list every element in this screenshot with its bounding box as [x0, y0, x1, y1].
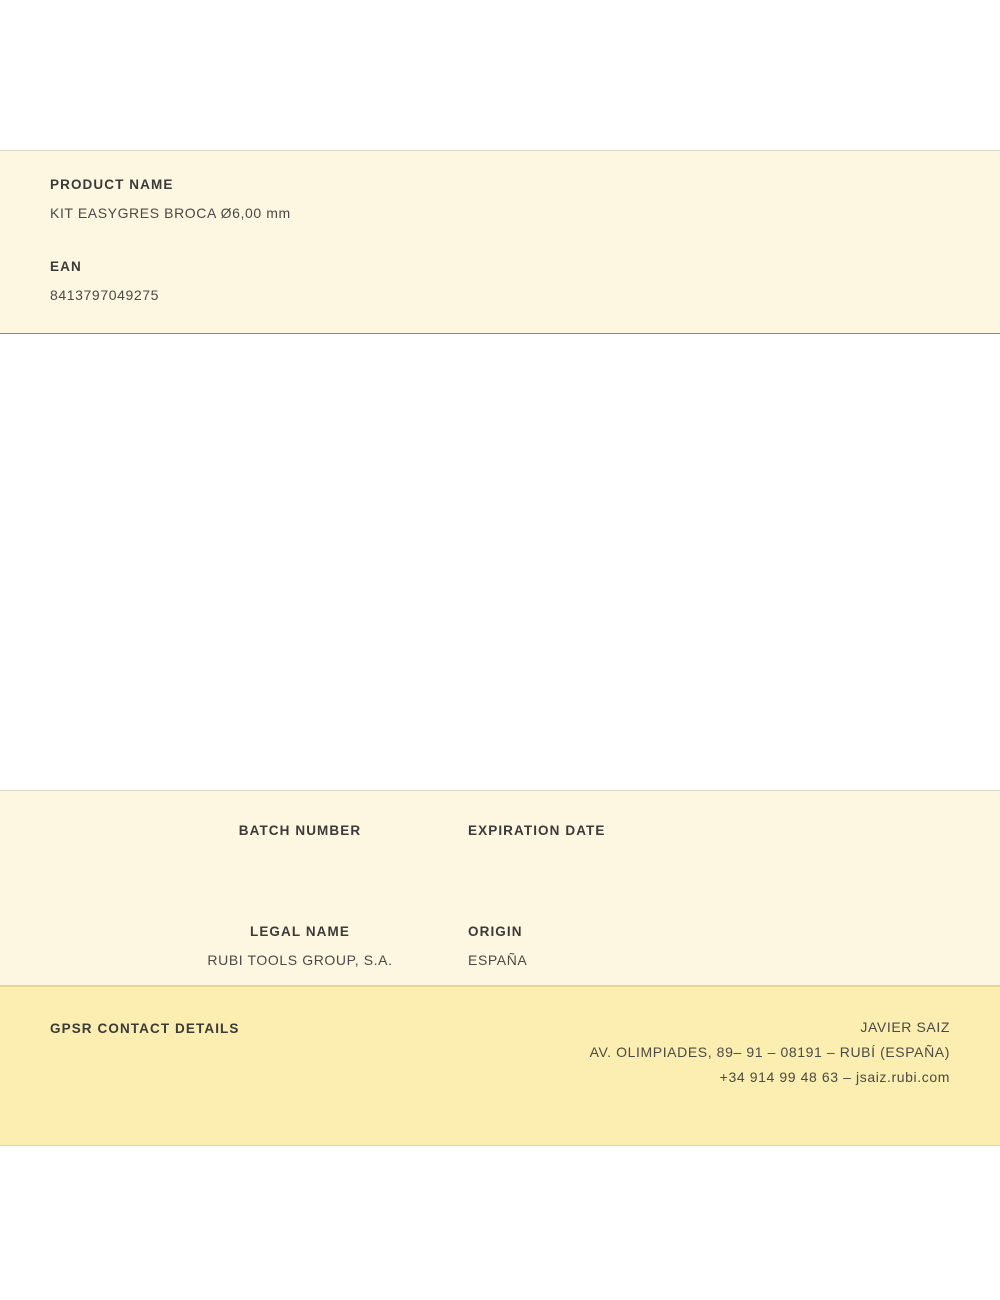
- ean-field: [50, 259, 950, 303]
- ean-value: 8413797049275: [50, 287, 160, 303]
- gpsr-contact-block: [0, 986, 1000, 1146]
- batch-number-label: BATCH NUMBER: [238, 823, 362, 838]
- gpsr-contact-lines: [590, 1019, 950, 1094]
- product-name-field: [50, 177, 950, 221]
- row-spacer-2: [0, 924, 150, 969]
- gpsr-contact-name: JAVIER SAIZ: [860, 1019, 950, 1035]
- blank-content-area: [0, 334, 1000, 790]
- expiration-date-field: [450, 823, 750, 868]
- batch-row: [0, 823, 1000, 868]
- legal-name-field: [150, 924, 450, 969]
- origin-value: ESPAÑA: [468, 952, 528, 968]
- bottom-blank-area: [0, 1146, 1000, 1300]
- batch-legal-block: [0, 790, 1000, 986]
- origin-label: ORIGIN: [468, 924, 523, 939]
- gpsr-contact-address: AV. OLIMPIADES, 89– 91 – 08191 – RUBÍ (ESPAÑA): [589, 1044, 950, 1060]
- ean-label: EAN: [50, 259, 82, 274]
- legal-name-label: LEGAL NAME: [249, 924, 350, 939]
- batch-number-field: [150, 823, 450, 868]
- expiration-date-value: [450, 851, 750, 868]
- gpsr-contact-phone-email: +34 914 99 48 63 – jsaiz.rubi.com: [719, 1069, 950, 1085]
- batch-number-value: [150, 851, 450, 868]
- product-info-block: [0, 150, 1000, 334]
- origin-field: [450, 924, 750, 969]
- product-name-label: PRODUCT NAME: [50, 177, 174, 192]
- product-name-value: KIT EASYGRES BROCA Ø6,00 mm: [50, 205, 291, 221]
- expiration-date-label: EXPIRATION DATE: [468, 823, 606, 838]
- legal-row: [0, 924, 1000, 969]
- gpsr-title: GPSR CONTACT DETAILS: [50, 1021, 240, 1036]
- row-spacer: [0, 823, 150, 868]
- legal-name-value: RUBI TOOLS GROUP, S.A.: [207, 952, 393, 968]
